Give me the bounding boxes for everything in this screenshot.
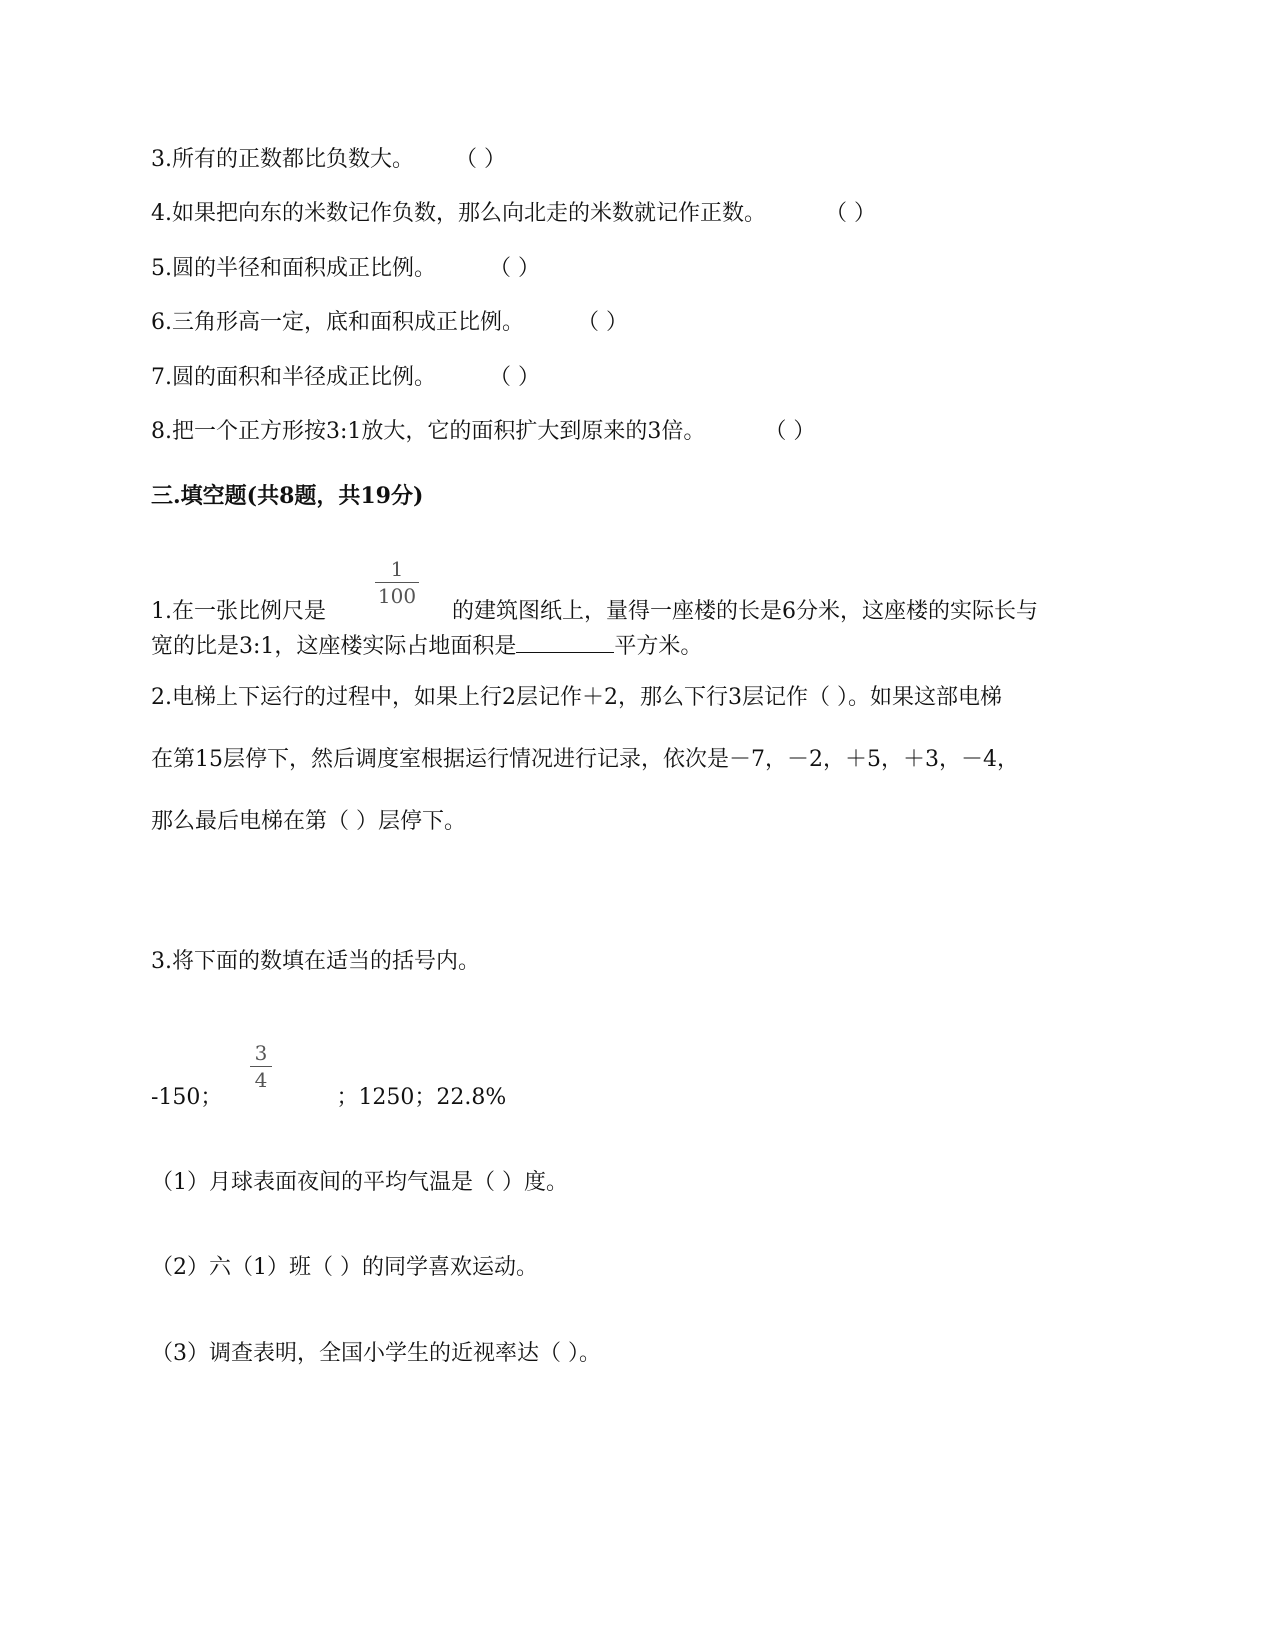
- q2-line-1: 2.电梯上下运行的过程中，如果上行2层记作＋2，那么下行3层记作（ ）。如果这部电梯: [151, 685, 1002, 710]
- judgement-item-4: [151, 200, 876, 228]
- q1-line2-before: 宽的比是3:1，这座楼实际占地面积是: [151, 634, 517, 659]
- fraction-bar: [375, 582, 419, 583]
- answer-paren[interactable]: （ ）: [489, 365, 540, 390]
- answer-paren[interactable]: （ ）: [489, 256, 540, 281]
- fraction-denominator: 100: [377, 584, 417, 608]
- number-negative: -150；: [151, 1085, 223, 1110]
- judgement-item-3: [151, 146, 506, 174]
- fraction-denominator: 4: [254, 1068, 268, 1092]
- q1-suffix: 的建筑图纸上，量得一座楼的长是6分米，这座楼的实际长与: [452, 599, 1038, 624]
- judgement-item-6: [151, 309, 628, 337]
- q2-line-2: 在第15层停下，然后调度室根据运行情况进行记录，依次是－7，－2，＋5，＋3，－4，: [151, 747, 1019, 772]
- q3-sub-1: （1）月球表面夜间的平均气温是（ ）度。: [151, 1170, 568, 1195]
- fraction-bar: [250, 1066, 272, 1067]
- answer-paren[interactable]: （ ）: [577, 310, 628, 335]
- judgement-item-8: [151, 418, 815, 446]
- section-heading: 三.填空题(共8题，共19分): [151, 483, 424, 509]
- q3-numbers: [151, 1084, 506, 1112]
- q3-title: 3.将下面的数填在适当的括号内。: [151, 949, 480, 974]
- q1-line-1: [151, 598, 1038, 626]
- q1-line2-after: 平方米。: [614, 634, 703, 659]
- judgement-item-7: [151, 364, 540, 392]
- judgement-item-5: [151, 255, 540, 283]
- answer-paren[interactable]: （ ）: [455, 147, 506, 172]
- q3-sub-2: （2）六（1）班（ ）的同学喜欢运动。: [151, 1255, 538, 1280]
- fraction-numerator: 1: [390, 557, 404, 581]
- q1-line-2: [151, 630, 702, 661]
- judgement-item-6-text: 6.三角形高一定，底和面积成正比例。: [151, 310, 524, 335]
- judgement-item-5-text: 5.圆的半径和面积成正比例。: [151, 256, 436, 281]
- fraction-numerator: 3: [254, 1041, 268, 1065]
- q2-line-3: 那么最后电梯在第（ ）层停下。: [151, 809, 466, 834]
- answer-paren[interactable]: （ ）: [764, 419, 816, 444]
- answer-blank[interactable]: [516, 630, 614, 653]
- judgement-item-7-text: 7.圆的面积和半径成正比例。: [151, 365, 436, 390]
- judgement-item-3-text: 3.所有的正数都比负数大。: [151, 147, 414, 172]
- q1-prefix: 1.在一张比例尺是: [151, 599, 326, 624]
- numbers-rest: ；1250；22.8%: [336, 1085, 507, 1110]
- judgement-item-8-text: 8.把一个正方形按3:1放大，它的面积扩大到原来的3倍。: [151, 419, 706, 444]
- answer-paren[interactable]: （ ）: [825, 201, 876, 226]
- judgement-item-4-text: 4.如果把向东的米数记作负数，那么向北走的米数就记作正数。: [151, 201, 766, 226]
- q3-sub-3: （3）调查表明，全国小学生的近视率达（ ）。: [151, 1341, 601, 1366]
